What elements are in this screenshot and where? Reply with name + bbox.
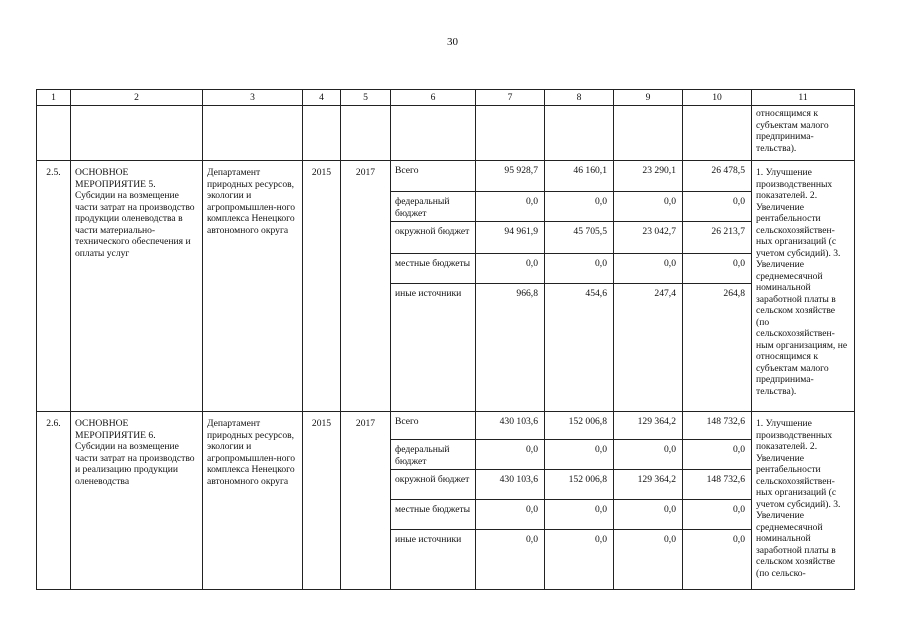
value-cell: 23 042,7	[614, 222, 683, 254]
row-number: 2.6.	[37, 412, 71, 590]
col-number: 4	[303, 90, 341, 106]
end-year: 2017	[341, 161, 391, 412]
value-cell: 0,0	[476, 192, 545, 222]
executor: Департамент природных ресурсов, экологии и агропромышлен-ного комплекса Ненецкого автономного округа	[203, 412, 303, 590]
table-row	[37, 161, 855, 192]
value-cell: 148 732,6	[683, 412, 752, 440]
value-cell: 0,0	[545, 500, 614, 530]
value-cell: 0,0	[476, 530, 545, 590]
value-cell: 94 961,9	[476, 222, 545, 254]
empty-cell	[37, 106, 71, 161]
empty-cell	[341, 106, 391, 161]
col-number: 5	[341, 90, 391, 106]
value-cell: 0,0	[476, 440, 545, 470]
value-cell: 0,0	[683, 192, 752, 222]
col-number: 9	[614, 90, 683, 106]
value-cell: 0,0	[683, 254, 752, 284]
col-number: 10	[683, 90, 752, 106]
continuation-note: относящимся к субъектам малого предпринима-тельства).	[752, 106, 855, 161]
empty-cell	[545, 106, 614, 161]
value-cell: 152 006,8	[545, 470, 614, 500]
row-number: 2.5.	[37, 161, 71, 412]
page-number: 30	[447, 36, 458, 48]
source-label: местные бюджеты	[391, 254, 476, 284]
start-year: 2015	[303, 161, 341, 412]
col-number: 8	[545, 90, 614, 106]
value-cell: 966,8	[476, 284, 545, 412]
source-label: Всего	[391, 161, 476, 192]
value-cell: 0,0	[545, 192, 614, 222]
value-cell: 129 364,2	[614, 412, 683, 440]
program-table	[36, 89, 855, 590]
value-cell: 0,0	[683, 530, 752, 590]
activity-title: ОСНОВНОЕ МЕРОПРИЯТИЕ 5. Субсидии на возмещение части затрат на производство продукции оленеводства в части материально-технического обеспечения и оплаты услуг	[71, 161, 203, 412]
start-year: 2015	[303, 412, 341, 590]
value-cell: 0,0	[545, 440, 614, 470]
value-cell: 0,0	[614, 500, 683, 530]
value-cell: 247,4	[614, 284, 683, 412]
empty-cell	[683, 106, 752, 161]
value-cell: 46 160,1	[545, 161, 614, 192]
empty-cell	[614, 106, 683, 161]
expected-results: 1. Улучшение производственных показателей. 2. Увеличение рентабельности сельскохозяйствен-ных организаций (с учетом субсидий). 3. Увеличение среднемесячной номинальной заработной платы в сельском хозяйстве (по сельско-	[752, 412, 855, 590]
empty-cell	[303, 106, 341, 161]
col-number: 2	[71, 90, 203, 106]
source-label: местные бюджеты	[391, 500, 476, 530]
source-label: иные источники	[391, 284, 476, 412]
executor: Департамент природных ресурсов, экологии и агропромышлен-ного комплекса Ненецкого автономного округа	[203, 161, 303, 412]
source-label: окружной бюджет	[391, 222, 476, 254]
value-cell: 45 705,5	[545, 222, 614, 254]
col-number: 6	[391, 90, 476, 106]
value-cell: 0,0	[476, 254, 545, 284]
source-label: федеральный бюджет	[391, 192, 476, 222]
col-number: 3	[203, 90, 303, 106]
empty-cell	[71, 106, 203, 161]
value-cell: 0,0	[545, 254, 614, 284]
col-number: 1	[37, 90, 71, 106]
value-cell: 152 006,8	[545, 412, 614, 440]
empty-cell	[391, 106, 476, 161]
value-cell: 148 732,6	[683, 470, 752, 500]
value-cell: 26 478,5	[683, 161, 752, 192]
value-cell: 0,0	[614, 440, 683, 470]
activity-title: ОСНОВНОЕ МЕРОПРИЯТИЕ 6. Субсидии на возмещение части затрат на производство и реализацию продукции оленеводства	[71, 412, 203, 590]
value-cell: 129 364,2	[614, 470, 683, 500]
source-label: Всего	[391, 412, 476, 440]
value-cell: 0,0	[683, 440, 752, 470]
col-number: 11	[752, 90, 855, 106]
end-year: 2017	[341, 412, 391, 590]
table-row	[37, 412, 855, 440]
value-cell: 0,0	[614, 530, 683, 590]
col-number: 7	[476, 90, 545, 106]
value-cell: 0,0	[476, 500, 545, 530]
value-cell: 430 103,6	[476, 412, 545, 440]
value-cell: 0,0	[545, 530, 614, 590]
value-cell: 264,8	[683, 284, 752, 412]
value-cell: 95 928,7	[476, 161, 545, 192]
value-cell: 0,0	[614, 254, 683, 284]
value-cell: 23 290,1	[614, 161, 683, 192]
source-label: иные источники	[391, 530, 476, 590]
column-number-row	[37, 90, 855, 106]
empty-cell	[476, 106, 545, 161]
value-cell: 454,6	[545, 284, 614, 412]
value-cell: 0,0	[683, 500, 752, 530]
empty-cell	[203, 106, 303, 161]
source-label: окружной бюджет	[391, 470, 476, 500]
expected-results: 1. Улучшение производственных показателей. 2. Увеличение рентабельности сельскохозяйствен-ных организаций (с учетом субсидий). 3. Увеличение среднемесячной номинальной заработной платы в сельском хозяйстве (по сельскохозяйствен-ным организациям, не относящимся к субъектам малого предпринима-тельства).	[752, 161, 855, 412]
source-label: федеральный бюджет	[391, 440, 476, 470]
value-cell: 430 103,6	[476, 470, 545, 500]
continuation-row	[37, 106, 855, 161]
value-cell: 26 213,7	[683, 222, 752, 254]
value-cell: 0,0	[614, 192, 683, 222]
